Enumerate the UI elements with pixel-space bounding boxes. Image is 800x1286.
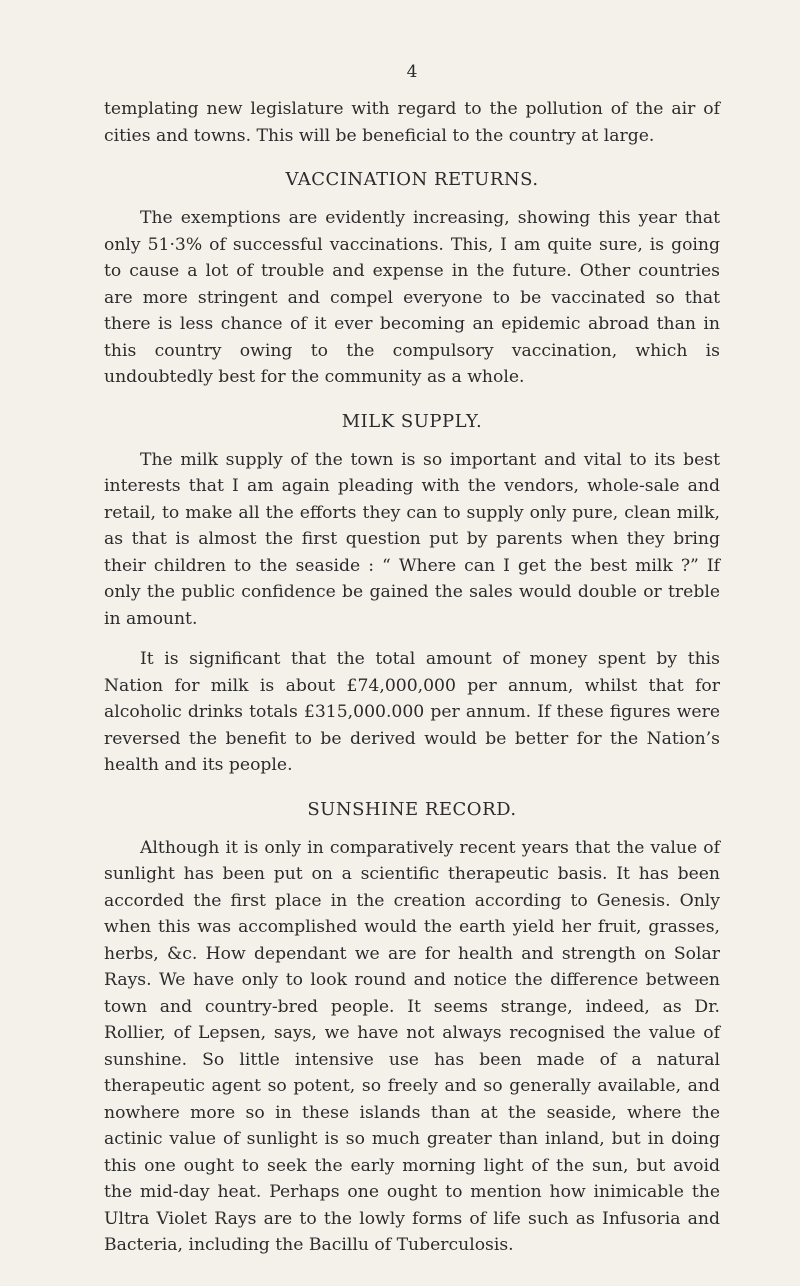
intro-paragraph: templating new legislature with regard to the pollution of the air of cities and towns. This will be beneficial to the country at large. bbox=[104, 99, 720, 146]
paragraph: Although it is only in comparatively recent years that the value of sunlight has been put on a scientific therapeutic basis. It has been accorded the first place in the creation according to Genesis. Only when this was accomplished would the earth yield her fruit, grasses, herbs, &c. How dependant we are for health and strength on Solar Rays. We have only to look round and notice the difference between town and country-bred people. It seems strange, indeed, as Dr. Rollier, of Lepsen, says, we have not always recognised the value of sunshine. So little intensive use has been made of a natural therapeutic agent so potent, so freely and so generally available, and nowhere more so in these islands than at the seaside, where the actinic value of sunlight is so much greater than inland, but in doing this one ought to seek the early morning light of the sun, but avoid the mid-day heat. Perhaps one ought to mention how inimicable the Ultra Violet Rays are to the lowly forms of life such as Infusoria and Bacteria, including the Bacillu of Tuberculosis. bbox=[104, 837, 720, 1255]
paragraph: The milk supply of the town is so important and vital to its best interests that I am again pleading with the vendors, whole-sale and retail, to make all the efforts they can to supply only pure, clean milk, as that is almost the first question put by parents when they bring their children to the seaside : “ Where can I get the best milk ?” If only the public confidence be gained the sales would double or treble in amount. bbox=[104, 449, 720, 629]
paragraph: It is significant that the total amount of money spent by this Nation for milk is about £74,000,000 per annum, whilst that for alcoholic drinks totals £315,000.000 per annum. If these figures were reversed the benefit to be derived would be better for the Nation’s health and its people. bbox=[104, 649, 720, 775]
section-heading: VACCINATION RETURNS. bbox=[285, 169, 539, 190]
section-heading: MILK SUPPLY. bbox=[341, 410, 483, 432]
paragraph: The exemptions are evidently increasing, showing this year that only 51·3% of successful vaccinations. This, I am quite sure, is going to cause a lot of trouble and expense in the future. Other countries are more stringent and compel everyone to be vaccinated so that there is less chance of it ever becoming an epidemic abroad than in this country owing to the compulsory vaccination, which is undoubtedly best for the community as a whole. bbox=[104, 208, 720, 387]
section-sunshine-record bbox=[104, 797, 720, 1259]
section-heading: SUNSHINE RECORD. bbox=[307, 798, 517, 820]
page-number: 4 bbox=[406, 62, 418, 82]
section-vaccination-returns bbox=[104, 167, 720, 391]
section-milk-supply bbox=[104, 409, 720, 779]
